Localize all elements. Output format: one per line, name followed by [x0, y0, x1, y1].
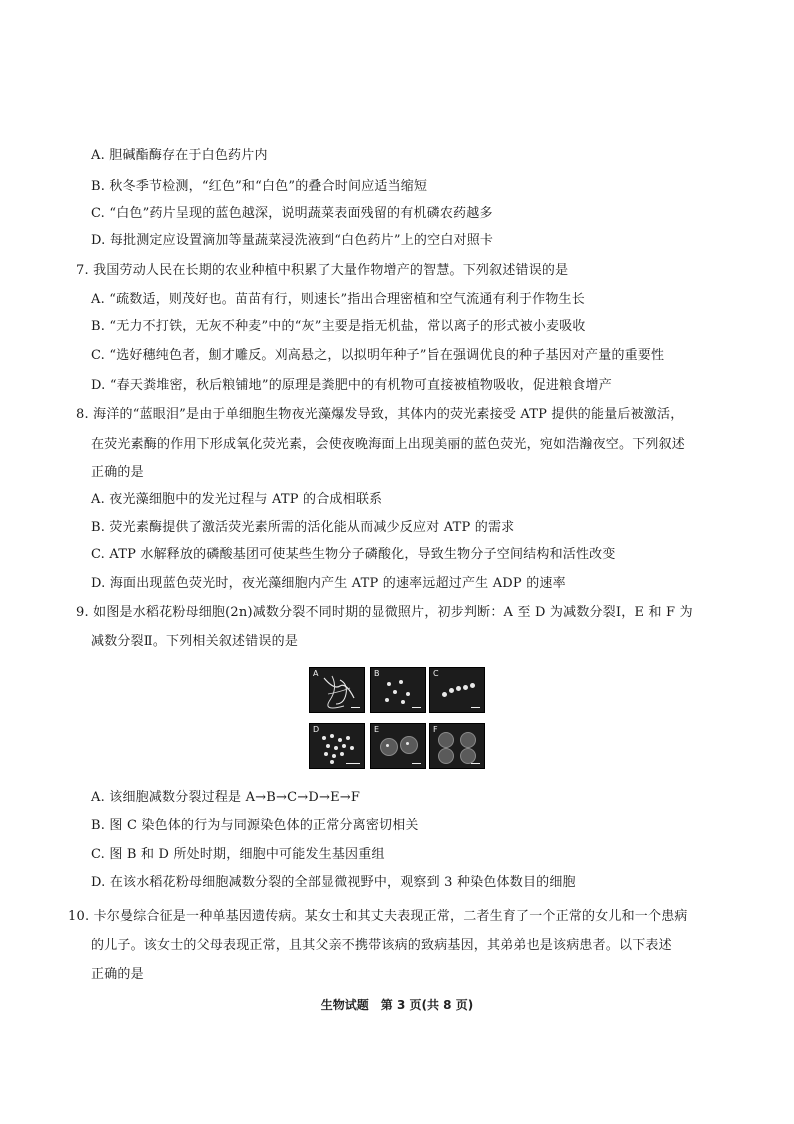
panel-label-a: A [313, 669, 319, 678]
q6-option-a: A. 胆碱酯酶存在于白色药片内 [91, 148, 268, 163]
scale-bar [351, 707, 360, 708]
q6-option-b: B. 秋冬季节检测，“红色”和“白色”的叠合时间应适当缩短 [91, 179, 428, 194]
scale-bar [471, 763, 480, 764]
q10-stem-line-2: 的儿子。该女士的父母表现正常，且其父亲不携带该病的致病基因，其弟弟也是该病患者。以下表述 [91, 938, 672, 953]
q7-option-d: D. “春天粪堆密，秋后粮铺地”的原理是粪肥中的有机物可直接被植物吸收，促进粮食增产 [91, 378, 612, 393]
q9-option-a: A. 该细胞减数分裂过程是 A→B→C→D→E→F [91, 790, 361, 805]
panel-label-e: E [374, 725, 380, 734]
q8-option-c: C. ATP 水解释放的磷酸基团可使某些生物分子磷酸化，导致生物分子空间结构和活性改变 [91, 547, 616, 562]
scale-bar [471, 707, 480, 708]
micrograph-panel-d [309, 723, 365, 769]
page-footer: 生物试题 第 3 页(共 8 页) [320, 998, 474, 1012]
micrograph-panel-c [429, 667, 485, 713]
micrograph-panel-f [429, 723, 485, 769]
q7-option-a: A. “疏数适，则茂好也。苗苗有行，则速长”指出合理密植和空气流通有利于作物生长 [91, 292, 585, 307]
micrograph-panel-e [370, 723, 426, 769]
q6-option-c: C. “白色”药片呈现的蓝色越深，说明蔬菜表面残留的有机磷农药越多 [91, 206, 493, 221]
micrograph-panel-a [309, 667, 365, 713]
scale-bar [412, 707, 421, 708]
panel-label-b: B [374, 669, 380, 678]
q6-option-d: D. 每批测定应设置滴加等量蔬菜浸洗液到“白色药片”上的空白对照卡 [91, 233, 494, 248]
scale-bar [412, 763, 421, 764]
q10-stem-line-1: 10. 卡尔曼综合征是一种单基因遗传病。某女士和其丈夫表现正常，二者生育了一个正常的女儿和一个患病 [68, 909, 688, 924]
q9-stem-line-1: 9. 如图是水稻花粉母细胞(2n)减数分裂不同时期的显微照片，初步判断：A 至 D 为减数分裂Ⅰ，E 和 F 为 [76, 605, 693, 620]
scale-bar [346, 763, 360, 764]
meiosis-micrograph-figure [309, 667, 485, 769]
q8-option-b: B. 荧光素酶提供了激活荧光素所需的活化能从而减少反应对 ATP 的需求 [91, 520, 515, 535]
q8-stem-line-1: 8. 海洋的“蓝眼泪”是由于单细胞生物夜光藻爆发导致，其体内的荧光素接受 ATP 提供的能量后被激活， [76, 407, 684, 422]
panel-label-f: F [433, 725, 438, 734]
q8-option-d: D. 海面出现蓝色荧光时，夜光藻细胞内产生 ATP 的速率远超过产生 ADP 的速率 [91, 576, 566, 591]
q8-stem-line-2: 在荧光素酶的作用下形成氧化荧光素，会使夜晚海面上出现美丽的蓝色荧光，宛如浩瀚夜空。下列叙述 [91, 437, 686, 452]
q9-stem-line-2: 减数分裂Ⅱ。下列相关叙述错误的是 [91, 634, 299, 649]
q7-option-c: C. “选好穗纯色者，劁才雕反。刈高悬之，以拟明年种子”旨在强调优良的种子基因对产量的重要性 [91, 348, 665, 363]
q10-stem-line-3: 正确的是 [91, 967, 144, 982]
micrograph-panel-b [370, 667, 426, 713]
panel-label-c: C [433, 669, 439, 678]
q9-option-c: C. 图 B 和 D 所处时期，细胞中可能发生基因重组 [91, 847, 385, 862]
q9-option-d: D. 在该水稻花粉母细胞减数分裂的全部显微视野中，观察到 3 种染色体数目的细胞 [91, 875, 576, 890]
q7-option-b: B. “无力不打铁，无灰不种麦”中的“灰”主要是指无机盐，常以离子的形式被小麦吸收 [91, 319, 586, 334]
q8-option-a: A. 夜光藻细胞中的发光过程与 ATP 的合成相联系 [91, 492, 383, 507]
q7-stem: 7. 我国劳动人民在长期的农业种植中积累了大量作物增产的智慧。下列叙述错误的是 [76, 263, 569, 278]
q8-stem-line-3: 正确的是 [91, 465, 144, 480]
q9-option-b: B. 图 C 染色体的行为与同源染色体的正常分离密切相关 [91, 818, 419, 833]
panel-label-d: D [313, 725, 320, 734]
